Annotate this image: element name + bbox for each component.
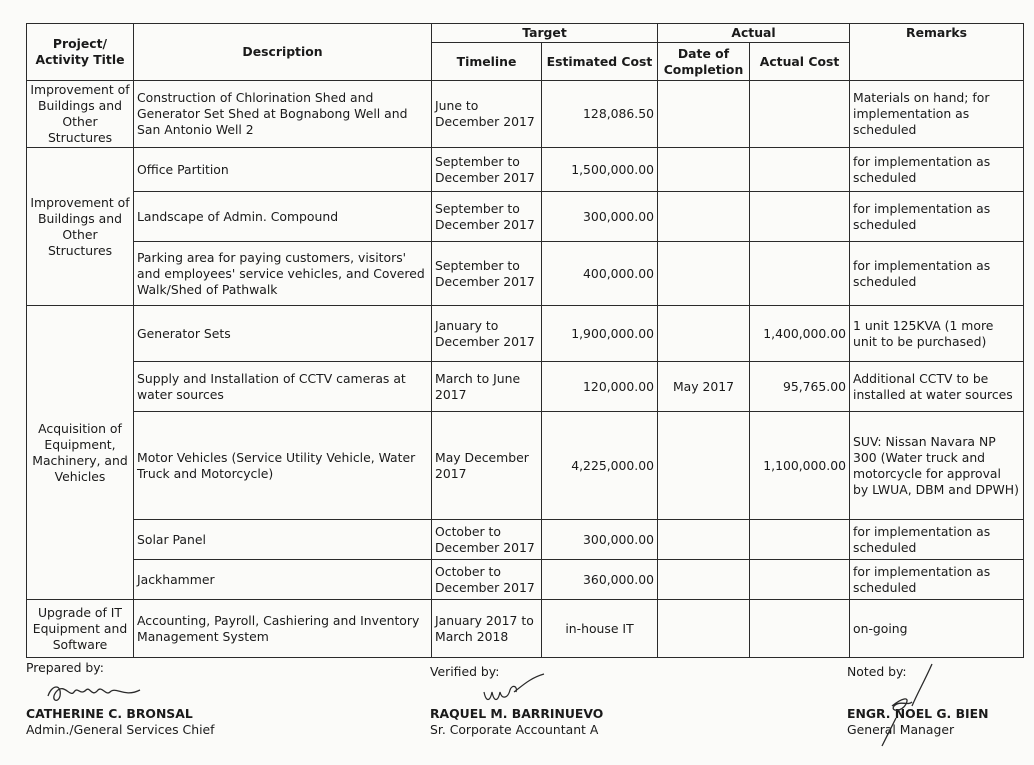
timeline-cell: January to December 2017 xyxy=(432,306,542,362)
remarks-cell: for implementation as scheduled xyxy=(850,560,1024,600)
timeline-cell: September to December 2017 xyxy=(432,192,542,242)
header-project-title: Project/ Activity Title xyxy=(27,24,134,81)
timeline-cell: September to December 2017 xyxy=(432,148,542,192)
actual-cost-cell: 95,765.00 xyxy=(750,362,850,412)
estimated-cost-cell: 300,000.00 xyxy=(542,520,658,560)
project-title-cell: Improvement of Buildings and Other Structures xyxy=(27,148,134,306)
project-title-cell: Upgrade of IT Equipment and Software xyxy=(27,600,134,658)
table-row xyxy=(27,520,1024,560)
noted-by-role: General Manager xyxy=(847,722,955,737)
estimated-cost-cell: 4,225,000.00 xyxy=(542,412,658,520)
remarks-cell: Additional CCTV to be installed at water sources xyxy=(850,362,1024,412)
noted-by-block xyxy=(847,664,988,738)
date-of-completion-cell xyxy=(658,560,750,600)
estimated-cost-cell: 360,000.00 xyxy=(542,560,658,600)
project-title-cell: Improvement of Buildings and Other Structures xyxy=(27,81,134,148)
date-of-completion-cell xyxy=(658,242,750,306)
header-date-of-completion: Date of Completion xyxy=(658,43,750,81)
timeline-cell: October to December 2017 xyxy=(432,560,542,600)
actual-cost-cell xyxy=(750,520,850,560)
estimated-cost-cell: 300,000.00 xyxy=(542,192,658,242)
table-row xyxy=(27,362,1024,412)
timeline-cell: June to December 2017 xyxy=(432,81,542,148)
table-row xyxy=(27,148,1024,192)
description-cell: Motor Vehicles (Service Utility Vehicle, Water Truck and Motorcycle) xyxy=(134,412,432,520)
header-description: Description xyxy=(134,24,432,81)
table-row xyxy=(27,412,1024,520)
description-cell: Landscape of Admin. Compound xyxy=(134,192,432,242)
description-cell: Accounting, Payroll, Cashiering and Inventory Management System xyxy=(134,600,432,658)
estimated-cost-cell: 1,900,000.00 xyxy=(542,306,658,362)
remarks-cell: for implementation as scheduled xyxy=(850,520,1024,560)
remarks-cell: SUV: Nissan Navara NP 300 (Water truck and motorcycle for approval by LWUA, DBM and DPWH) xyxy=(850,412,1024,520)
prepared-by-role: Admin./General Services Chief xyxy=(26,722,215,737)
table-row xyxy=(27,242,1024,306)
table-row xyxy=(27,81,1024,148)
signature-space xyxy=(430,680,603,704)
table-row xyxy=(27,560,1024,600)
header-timeline: Timeline xyxy=(432,43,542,81)
date-of-completion-cell xyxy=(658,520,750,560)
date-of-completion-cell xyxy=(658,192,750,242)
estimated-cost-cell: in-house IT xyxy=(542,600,658,658)
date-of-completion-cell xyxy=(658,412,750,520)
header-estimated-cost: Estimated Cost xyxy=(542,43,658,81)
actual-cost-cell: 1,100,000.00 xyxy=(750,412,850,520)
prepared-by-block xyxy=(26,660,215,738)
verified-by-block xyxy=(430,664,603,738)
estimated-cost-cell: 128,086.50 xyxy=(542,81,658,148)
estimated-cost-cell: 120,000.00 xyxy=(542,362,658,412)
project-title-cell: Acquisition of Equipment, Machinery, and Vehicles xyxy=(27,306,134,600)
table-row xyxy=(27,600,1024,658)
header-target: Target xyxy=(432,24,658,43)
actual-cost-cell xyxy=(750,148,850,192)
timeline-cell: May December 2017 xyxy=(432,412,542,520)
header-actual-cost: Actual Cost xyxy=(750,43,850,81)
date-of-completion-cell: May 2017 xyxy=(658,362,750,412)
actual-cost-cell xyxy=(750,242,850,306)
actual-cost-cell xyxy=(750,560,850,600)
estimated-cost-cell: 400,000.00 xyxy=(542,242,658,306)
verified-by-role: Sr. Corporate Accountant A xyxy=(430,722,599,737)
description-cell: Parking area for paying customers, visitors' and employees' service vehicles, and Covered Walk/Shed of Pathwalk xyxy=(134,242,432,306)
estimated-cost-cell: 1,500,000.00 xyxy=(542,148,658,192)
remarks-cell: Materials on hand; for implementation as scheduled xyxy=(850,81,1024,148)
actual-cost-cell xyxy=(750,192,850,242)
table-row xyxy=(27,192,1024,242)
date-of-completion-cell xyxy=(658,81,750,148)
prepared-by-label: Prepared by: xyxy=(26,660,104,675)
description-cell: Jackhammer xyxy=(134,560,432,600)
signature-space xyxy=(847,680,988,704)
remarks-cell: on-going xyxy=(850,600,1024,658)
project-status-table xyxy=(26,23,1024,658)
actual-cost-cell xyxy=(750,81,850,148)
description-cell: Construction of Chlorination Shed and Generator Set Shed at Bognabong Well and San Antonio Well 2 xyxy=(134,81,432,148)
header-remarks: Remarks xyxy=(850,24,1024,81)
actual-cost-cell: 1,400,000.00 xyxy=(750,306,850,362)
signature-space xyxy=(26,676,215,704)
timeline-cell: October to December 2017 xyxy=(432,520,542,560)
remarks-cell: 1 unit 125KVA (1 more unit to be purchased) xyxy=(850,306,1024,362)
timeline-cell: September to December 2017 xyxy=(432,242,542,306)
table-row xyxy=(27,306,1024,362)
noted-by-label: Noted by: xyxy=(847,664,907,679)
description-cell: Office Partition xyxy=(134,148,432,192)
date-of-completion-cell xyxy=(658,600,750,658)
remarks-cell: for implementation as scheduled xyxy=(850,192,1024,242)
description-cell: Supply and Installation of CCTV cameras at water sources xyxy=(134,362,432,412)
verified-by-label: Verified by: xyxy=(430,664,500,679)
timeline-cell: March to June 2017 xyxy=(432,362,542,412)
noted-by-name: ENGR. NOEL G. BIEN xyxy=(847,706,989,721)
description-cell: Solar Panel xyxy=(134,520,432,560)
header-actual: Actual xyxy=(658,24,850,43)
date-of-completion-cell xyxy=(658,148,750,192)
verified-by-name: RAQUEL M. BARRINUEVO xyxy=(430,706,604,721)
remarks-cell: for implementation as scheduled xyxy=(850,242,1024,306)
description-cell: Generator Sets xyxy=(134,306,432,362)
timeline-cell: January 2017 to March 2018 xyxy=(432,600,542,658)
prepared-by-name: CATHERINE C. BRONSAL xyxy=(26,706,193,721)
actual-cost-cell xyxy=(750,600,850,658)
date-of-completion-cell xyxy=(658,306,750,362)
remarks-cell: for implementation as scheduled xyxy=(850,148,1024,192)
